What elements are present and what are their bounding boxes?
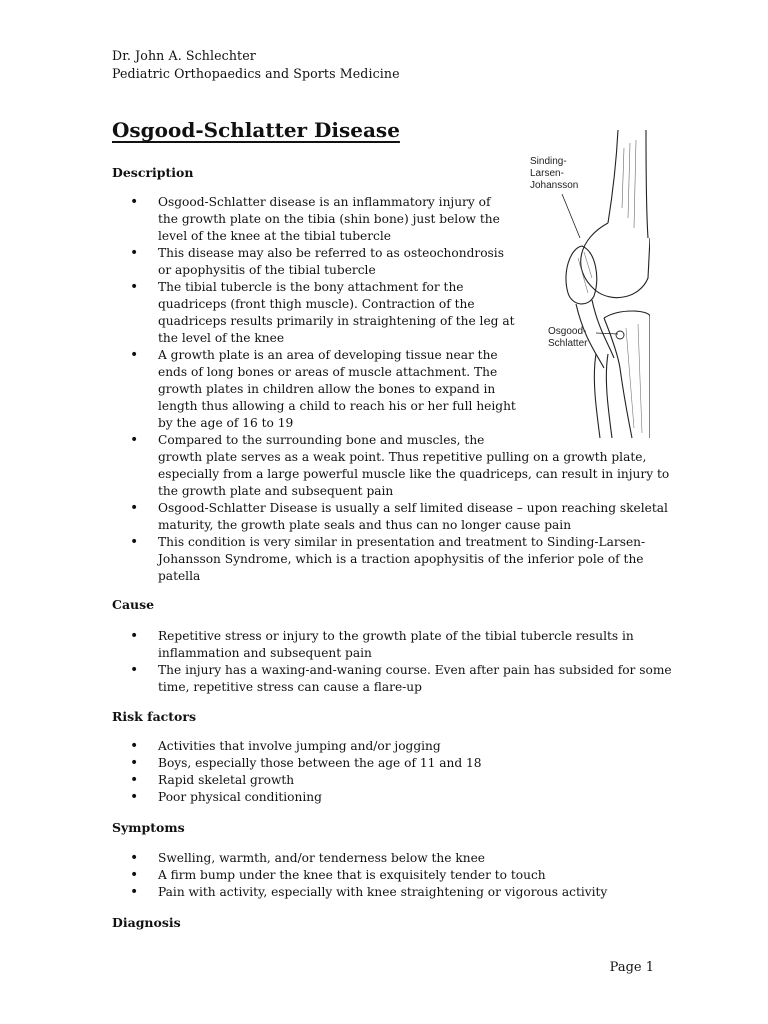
list-item-line: • Swelling, warmth, and/or tenderness below the knee — [158, 851, 486, 865]
list-item — [130, 347, 669, 432]
list-item-line: especially from a large powerful muscle like the quadriceps, can result in injury to — [158, 467, 670, 481]
list-item-line: patella — [158, 569, 201, 583]
list-item — [130, 662, 672, 696]
list-item-line: the growth plate on the tibia (shin bone) just below the — [158, 212, 500, 226]
list-item-line: • Osgood-Schlatter Disease is usually a self limited disease – upon reaching skeletal — [158, 501, 668, 515]
list-item-line: • Compared to the surrounding bone and muscles, the — [158, 433, 485, 447]
list-item-line: • A growth plate is an area of developing tissue near the — [158, 348, 498, 362]
list-item — [130, 194, 669, 245]
list-item — [130, 279, 669, 347]
list-item-line: • Repetitive stress or injury to the growth plate of the tibial tubercle results in — [158, 629, 634, 643]
list-item — [130, 245, 669, 279]
author-name: Dr. John A. Schlechter — [112, 48, 256, 63]
section-heading-diagnosis: Diagnosis — [112, 915, 181, 930]
page-number: Page 1 — [609, 960, 654, 975]
document-title: Osgood-Schlatter Disease — [112, 118, 400, 142]
list-item — [130, 884, 607, 901]
list-item-line: • Rapid skeletal growth — [158, 773, 295, 787]
list-item-line: ends of long bones or areas of muscle attachment. The — [158, 365, 498, 379]
section-heading-cause: Cause — [112, 597, 155, 612]
symptoms-list — [130, 850, 607, 901]
list-item-line: growth plates in children allow the bones to expand in — [158, 382, 496, 396]
list-item-line: • Boys, especially those between the age of 11 and 18 — [158, 756, 482, 770]
list-item-line: growth plate serves as a weak point. Thus repetitive pulling on a growth plate, — [158, 450, 647, 464]
list-item — [130, 738, 482, 755]
list-item-line: • Osgood-Schlatter disease is an inflammatory injury of — [158, 195, 491, 209]
cause-list — [130, 628, 672, 696]
list-item — [130, 500, 669, 534]
list-item — [130, 755, 482, 772]
department-name: Pediatric Orthopaedics and Sports Medicine — [112, 66, 400, 81]
list-item-line: time, repetitive stress can cause a flare-up — [158, 680, 422, 694]
list-item-line: level of the knee at the tibial tubercle — [158, 229, 391, 243]
list-item-line: quadriceps results primarily in straightening of the leg at — [158, 314, 515, 328]
list-item — [130, 628, 672, 662]
list-item — [130, 772, 482, 789]
list-item-line: • The tibial tubercle is the bony attachment for the — [158, 280, 464, 294]
list-item — [130, 432, 669, 500]
list-item-line: inflammation and subsequent pain — [158, 646, 372, 660]
list-item-line: the growth plate and subsequent pain — [158, 484, 394, 498]
figure-label-osgood-schlatter: Osgood- Schlatter — [548, 326, 588, 349]
list-item-line: • This condition is very similar in presentation and treatment to Sinding-Larsen- — [158, 535, 646, 549]
list-item — [130, 850, 607, 867]
list-item-line: • This disease may also be referred to as osteochondrosis — [158, 246, 504, 260]
list-item-line: or apophysitis of the tibial tubercle — [158, 263, 376, 277]
list-item — [130, 534, 669, 585]
section-heading-risk-factors: Risk factors — [112, 709, 197, 724]
list-item-line: • Activities that involve jumping and/or jogging — [158, 739, 441, 753]
section-heading-description: Description — [112, 165, 194, 180]
list-item-line: • A firm bump under the knee that is exquisitely tender to touch — [158, 868, 546, 882]
figure-label-sinding-larsen: Sinding- Larsen- Johansson — [530, 156, 579, 191]
list-item-line: quadriceps (front thigh muscle). Contraction of the — [158, 297, 475, 311]
description-list — [130, 194, 669, 585]
list-item-line: • Poor physical conditioning — [158, 790, 322, 804]
list-item-line: • The injury has a waxing-and-waning course. Even after pain has subsided for some — [158, 663, 672, 677]
list-item — [130, 789, 482, 806]
risk-factors-list — [130, 738, 482, 806]
list-item-line: Johansson Syndrome, which is a traction apophysitis of the inferior pole of the — [158, 552, 644, 566]
list-item-line: maturity, the growth plate seals and thus can no longer cause pain — [158, 518, 572, 532]
section-heading-symptoms: Symptoms — [112, 820, 185, 835]
list-item-line: the level of the knee — [158, 331, 285, 345]
list-item-line: by the age of 16 to 19 — [158, 416, 294, 430]
list-item-line: length thus allowing a child to reach his or her full height — [158, 399, 516, 413]
list-item-line: • Pain with activity, especially with knee straightening or vigorous activity — [158, 885, 608, 899]
list-item — [130, 867, 607, 884]
